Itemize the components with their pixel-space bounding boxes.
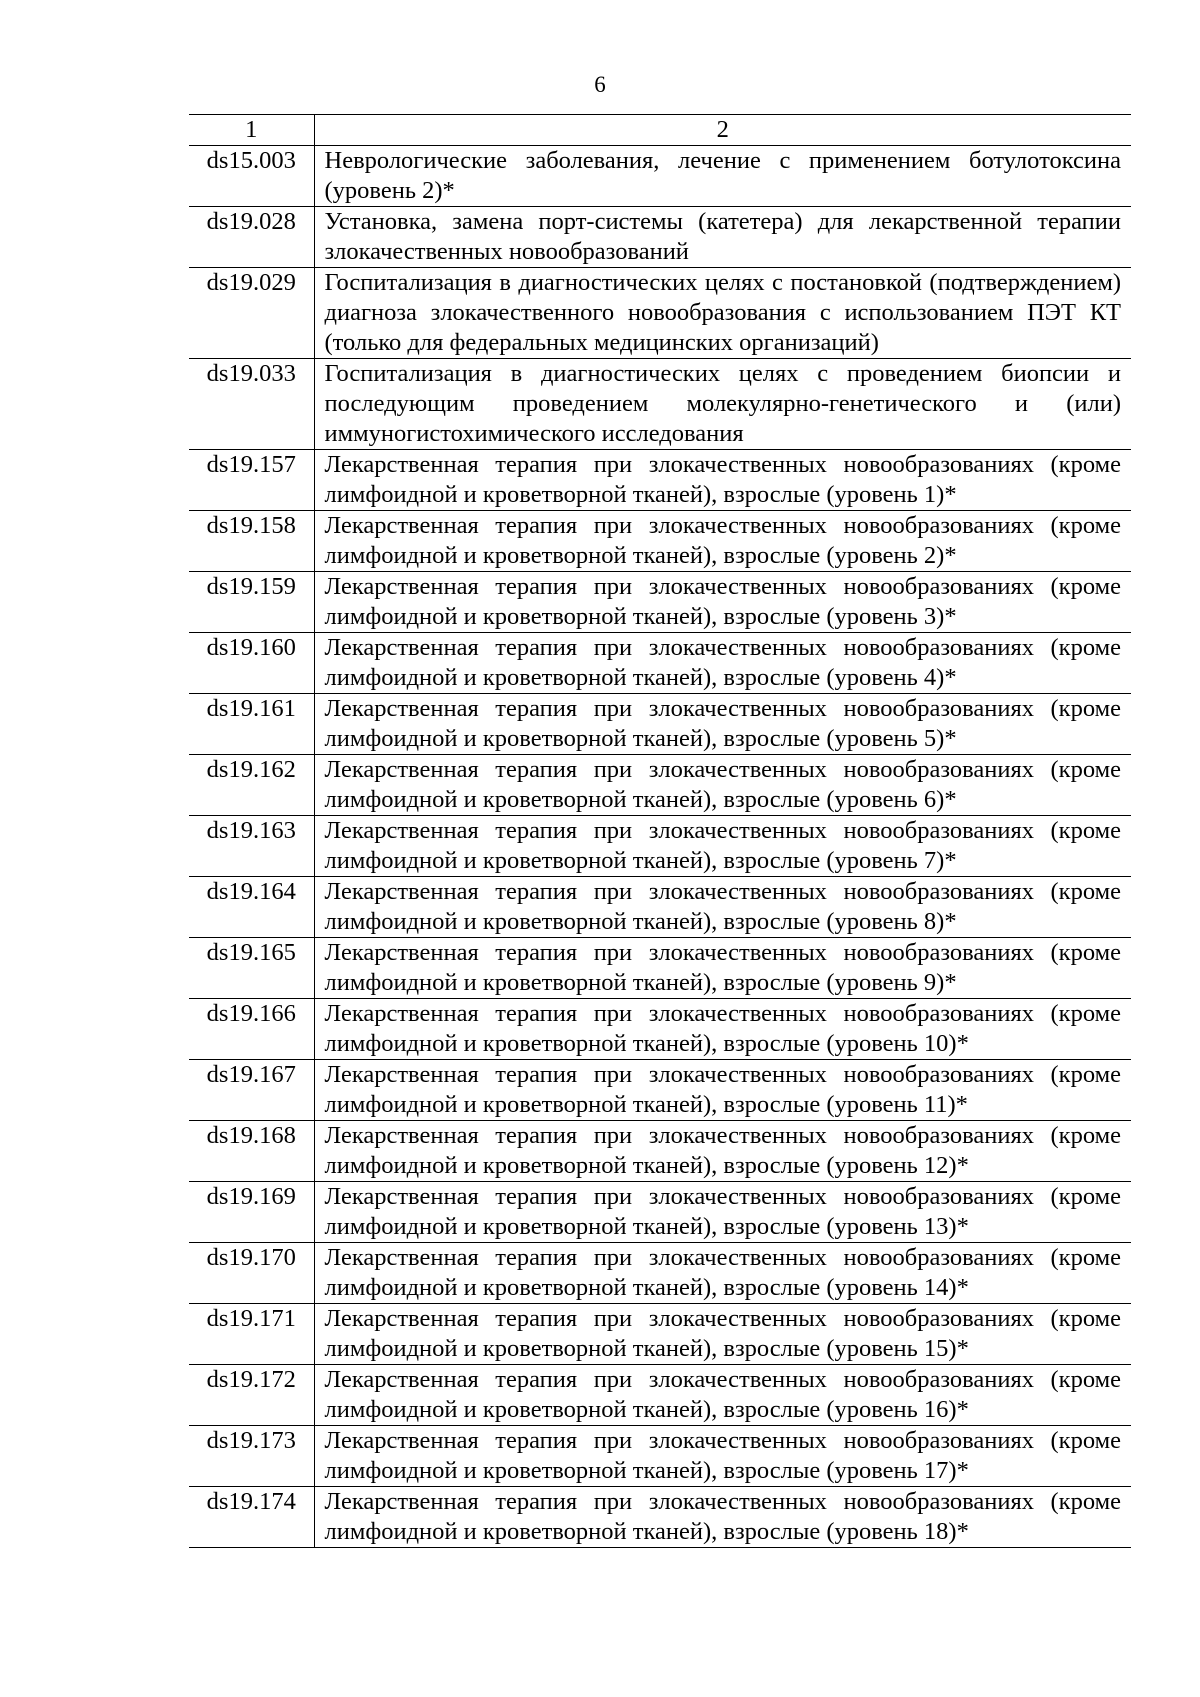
table-row (189, 1243, 1131, 1304)
row-code: ds19.162 (189, 755, 314, 816)
row-description: Лекарственная терапия при злокачественных новообразованиях (кроме лимфоидной и кроветворной тканей), взрослые (уровень 16)* (314, 1365, 1131, 1426)
table-row (189, 268, 1131, 359)
table-row (189, 1304, 1131, 1365)
table-row (189, 816, 1131, 877)
row-code: ds19.172 (189, 1365, 314, 1426)
row-code: ds19.171 (189, 1304, 314, 1365)
table-row (189, 450, 1131, 511)
row-description: Госпитализация в диагностических целях с проведением биопсии и последующим проведением молекулярно-генетического и (или) иммуногистохимического исследования (314, 359, 1131, 450)
row-code: ds19.165 (189, 938, 314, 999)
table-row (189, 877, 1131, 938)
row-code: ds19.033 (189, 359, 314, 450)
row-description: Лекарственная терапия при злокачественных новообразованиях (кроме лимфоидной и кроветворной тканей), взрослые (уровень 10)* (314, 999, 1131, 1060)
table-row (189, 1426, 1131, 1487)
table-row (189, 1487, 1131, 1548)
row-description: Неврологические заболевания, лечение с применением ботулотоксина (уровень 2)* (314, 146, 1131, 207)
row-description: Лекарственная терапия при злокачественных новообразованиях (кроме лимфоидной и кроветворной тканей), взрослые (уровень 2)* (314, 511, 1131, 572)
table-row (189, 511, 1131, 572)
column-header-2: 2 (314, 115, 1131, 146)
row-code: ds19.168 (189, 1121, 314, 1182)
row-description: Госпитализация в диагностических целях с постановкой (подтверждением) диагноза злокачественного новообразования с использованием ПЭТ КТ (только для федеральных медицинских организаций) (314, 268, 1131, 359)
row-description: Лекарственная терапия при злокачественных новообразованиях (кроме лимфоидной и кроветворной тканей), взрослые (уровень 13)* (314, 1182, 1131, 1243)
row-description: Лекарственная терапия при злокачественных новообразованиях (кроме лимфоидной и кроветворной тканей), взрослые (уровень 1)* (314, 450, 1131, 511)
table-row (189, 1182, 1131, 1243)
row-description: Лекарственная терапия при злокачественных новообразованиях (кроме лимфоидной и кроветворной тканей), взрослые (уровень 6)* (314, 755, 1131, 816)
table-row (189, 633, 1131, 694)
table-header-row (189, 115, 1131, 146)
table-row (189, 755, 1131, 816)
row-code: ds19.029 (189, 268, 314, 359)
row-description: Лекарственная терапия при злокачественных новообразованиях (кроме лимфоидной и кроветворной тканей), взрослые (уровень 18)* (314, 1487, 1131, 1548)
row-description: Лекарственная терапия при злокачественных новообразованиях (кроме лимфоидной и кроветворной тканей), взрослые (уровень 15)* (314, 1304, 1131, 1365)
row-code: ds19.167 (189, 1060, 314, 1121)
table-row (189, 146, 1131, 207)
row-code: ds19.158 (189, 511, 314, 572)
row-code: ds19.160 (189, 633, 314, 694)
page-number: 6 (594, 72, 606, 97)
row-code: ds19.169 (189, 1182, 314, 1243)
row-description: Лекарственная терапия при злокачественных новообразованиях (кроме лимфоидной и кроветворной тканей), взрослые (уровень 4)* (314, 633, 1131, 694)
row-code: ds19.174 (189, 1487, 314, 1548)
column-header-1: 1 (189, 115, 314, 146)
table-row (189, 572, 1131, 633)
row-code: ds19.163 (189, 816, 314, 877)
row-code: ds15.003 (189, 146, 314, 207)
row-description: Лекарственная терапия при злокачественных новообразованиях (кроме лимфоидной и кроветворной тканей), взрослые (уровень 17)* (314, 1426, 1131, 1487)
table-row (189, 1121, 1131, 1182)
row-description: Лекарственная терапия при злокачественных новообразованиях (кроме лимфоидной и кроветворной тканей), взрослые (уровень 7)* (314, 816, 1131, 877)
row-description: Лекарственная терапия при злокачественных новообразованиях (кроме лимфоидной и кроветворной тканей), взрослые (уровень 9)* (314, 938, 1131, 999)
row-description: Лекарственная терапия при злокачественных новообразованиях (кроме лимфоидной и кроветворной тканей), взрослые (уровень 11)* (314, 1060, 1131, 1121)
row-code: ds19.164 (189, 877, 314, 938)
table-row (189, 1060, 1131, 1121)
table-row (189, 694, 1131, 755)
table-row (189, 1365, 1131, 1426)
row-code: ds19.159 (189, 572, 314, 633)
row-code: ds19.170 (189, 1243, 314, 1304)
table-row (189, 938, 1131, 999)
row-code: ds19.157 (189, 450, 314, 511)
row-code: ds19.028 (189, 207, 314, 268)
row-description: Лекарственная терапия при злокачественных новообразованиях (кроме лимфоидной и кроветворной тканей), взрослые (уровень 8)* (314, 877, 1131, 938)
row-description: Лекарственная терапия при злокачественных новообразованиях (кроме лимфоидной и кроветворной тканей), взрослые (уровень 14)* (314, 1243, 1131, 1304)
table-body (189, 146, 1131, 1548)
row-code: ds19.166 (189, 999, 314, 1060)
row-description: Лекарственная терапия при злокачественных новообразованиях (кроме лимфоидной и кроветворной тканей), взрослые (уровень 3)* (314, 572, 1131, 633)
table-row (189, 359, 1131, 450)
table-row (189, 999, 1131, 1060)
row-code: ds19.173 (189, 1426, 314, 1487)
row-code: ds19.161 (189, 694, 314, 755)
tariff-table (189, 114, 1131, 1548)
row-description: Установка, замена порт-системы (катетера) для лекарственной терапии злокачественных новообразований (314, 207, 1131, 268)
row-description: Лекарственная терапия при злокачественных новообразованиях (кроме лимфоидной и кроветворной тканей), взрослые (уровень 12)* (314, 1121, 1131, 1182)
table-row (189, 207, 1131, 268)
row-description: Лекарственная терапия при злокачественных новообразованиях (кроме лимфоидной и кроветворной тканей), взрослые (уровень 5)* (314, 694, 1131, 755)
